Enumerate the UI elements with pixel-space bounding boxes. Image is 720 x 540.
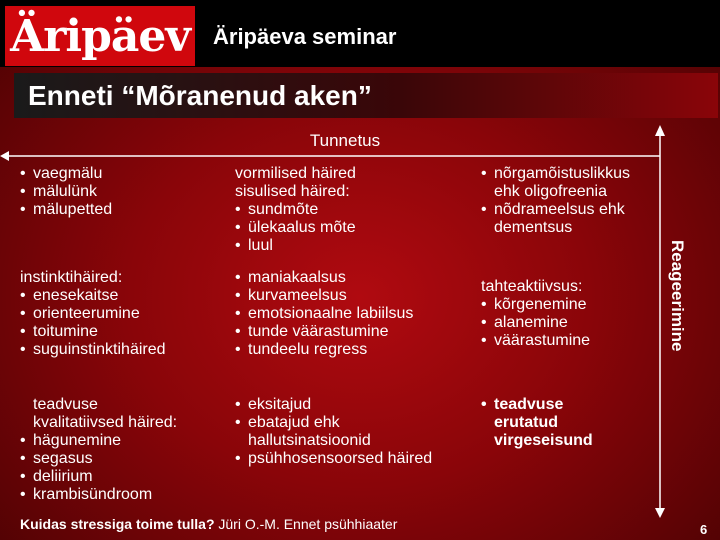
cell-r2c2 xyxy=(235,269,470,359)
list-item: • vaegmälu xyxy=(20,165,220,183)
list-item: • psühhosensoorsed häired xyxy=(235,450,465,468)
list-item: • tunde väärastumine xyxy=(235,323,470,341)
cell-r3c3 xyxy=(481,396,621,450)
list-item: • hägunemine xyxy=(20,432,225,450)
footer-author: Jüri O.-M. Ennet psühhiaater xyxy=(218,516,398,532)
list-item: • mälulünk xyxy=(20,183,220,201)
list-item: • suguinstinktihäired xyxy=(20,341,225,359)
list-item: • kurvameelsus xyxy=(235,287,470,305)
list-item: • ülekaalus mõte xyxy=(235,219,465,237)
cell-r1c1 xyxy=(20,165,220,219)
slide-title: Enneti “Mõranenud aken” xyxy=(28,80,372,111)
list-item: • toitumine xyxy=(20,323,225,341)
cell-r1c2 xyxy=(235,165,465,255)
cell-heading: kvalitatiivsed häired: xyxy=(33,414,178,431)
list-item: • deliirium xyxy=(20,468,225,486)
list-item: • krambisündroom xyxy=(20,486,225,504)
right-axis-label: Reageerimine xyxy=(668,240,687,352)
footer xyxy=(20,516,397,532)
list-item: • orienteerumine xyxy=(20,305,225,323)
list-item: • kõrgenemine xyxy=(481,296,656,314)
list-item: • nõdrameelsus ehk dementsus xyxy=(481,201,656,237)
footer-title: Kuidas stressiga toime tulla? xyxy=(20,516,215,532)
cell-heading: tahteaktiivsus: xyxy=(481,278,583,295)
aripaev-logo xyxy=(5,6,195,66)
list-item: • nõrgamõistuslikkus ehk oligofreenia xyxy=(481,165,656,201)
brand-subtitle: Äripäeva seminar xyxy=(213,24,397,49)
cell-heading: teadvuse xyxy=(33,396,98,413)
list-item: • maniakaalsus xyxy=(235,269,470,287)
list-item: • emotsionaalne labiilsus xyxy=(235,305,470,323)
list-item: • sundmõte xyxy=(235,201,465,219)
cell-r3c2 xyxy=(235,396,465,468)
cell-r2c3 xyxy=(481,278,656,350)
down-arrowhead-icon xyxy=(655,508,665,518)
left-arrowhead-icon xyxy=(0,151,9,161)
cell-heading: instinktihäired: xyxy=(20,269,123,286)
list-item: • ebatajud ehk hallutsinatsioonid xyxy=(235,414,465,450)
list-item: • eksitajud xyxy=(235,396,465,414)
cell-heading: vormilised häired xyxy=(235,165,356,182)
list-item: • alanemine xyxy=(481,314,656,332)
up-arrowhead-icon xyxy=(655,125,665,136)
page-number: 6 xyxy=(700,522,708,537)
top-axis-label: Tunnetus xyxy=(309,131,381,150)
list-item: • mälupetted xyxy=(20,201,220,219)
logo-text: Äripäev xyxy=(10,10,190,62)
cell-r1c3 xyxy=(481,165,656,237)
list-item: • enesekaitse xyxy=(20,287,225,305)
cell-r3c1 xyxy=(20,396,225,504)
list-item: • luul xyxy=(235,237,465,255)
list-item: • väärastumine xyxy=(481,332,656,350)
list-item: • tundeelu regress xyxy=(235,341,470,359)
cell-heading: sisulised häired: xyxy=(235,183,350,200)
list-item: • segasus xyxy=(20,450,225,468)
cell-r2c1 xyxy=(20,269,225,359)
list-item: • teadvuse erutatud virgeseisund xyxy=(481,396,621,450)
